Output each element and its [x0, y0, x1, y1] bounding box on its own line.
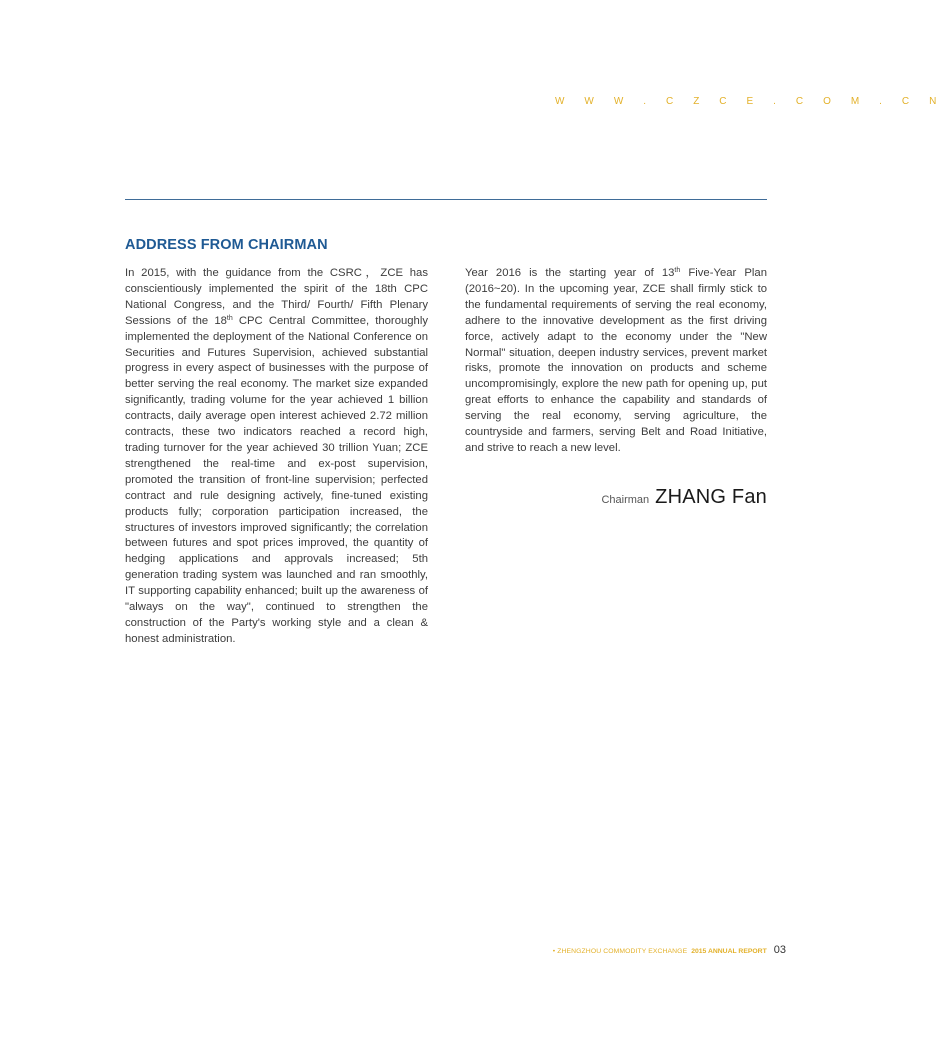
page-footer — [553, 944, 786, 956]
left-column — [125, 266, 428, 648]
signature-title: Chairman — [601, 494, 650, 506]
signature-name: ZHANG Fan — [655, 486, 767, 508]
right-superscript: th — [674, 267, 681, 274]
right-text-part-2: Five-Year Plan (2016~20). In the upcoming year, ZCE shall firmly stick to the fundamental requirements of serving the real economy, adhere to the innovative development as the first driving force, actively adapt to the economy under the "New Normal" situation, deepen industry services, prevent market risks, promote the innovation on products and scheme uncompromisingly, explore the new path for opening up, put great efforts to enhance the capability and standards of serving the real economy, serving agriculture, the countryside and farmers, serving Belt and Road Initiative, and strive to reach a new level. — [465, 267, 767, 454]
page-title: ADDRESS FROM CHAIRMAN — [125, 237, 328, 253]
signature-block — [601, 486, 767, 509]
header-divider — [125, 199, 767, 200]
right-paragraph — [465, 266, 767, 457]
footer-report-title: 2015 ANNUAL REPORT — [691, 948, 767, 955]
right-column — [465, 266, 767, 457]
left-text-part-2: CPC Central Committee, thoroughly implemented the deployment of the National Conference on Securities and Futures Supervision, achieved substantial progress in every aspect of businesses with the purpose of better serving the real economy. The market size expanded significantly, trading volume for the year achieved 1 billion contracts, daily average open interest achieved 2.72 million contracts, these two indicators reached a record high, trading turnover for the year achieved 30 trillion Yuan; ZCE strengthened the real-time and ex-post supervision, promoted the transition of front-line supervision; perfected contract and rule designing actively, fine-tuned existing products fully; corporation participation increased, the structures of investors improved significantly; the correlation between futures and spot prices improved, the quantity of hedging applications and approvals increased; 5th generation trading system was launched and ran smoothly, IT supporting capability enhanced; built up the awareness of "always on the way", continued to strengthen the construction of the Party's working style and a clean & honest administration. — [125, 314, 428, 645]
right-text-part-1: Year 2016 is the starting year of 13 — [465, 267, 675, 279]
website-url: W W W . C Z C E . C O M . C N — [555, 96, 945, 107]
left-superscript: th — [226, 314, 233, 322]
page-number: 03 — [773, 944, 786, 956]
left-text-part-1: In 2015, with the guidance from the CSRC，ZCE has conscientiously implemented the spirit of the 18th CPC National Congress, and the Third/ Fourth/ Fifth Plenary Sessions of the 18 — [125, 267, 428, 327]
left-paragraph — [125, 266, 428, 648]
footer-organization: • ZHENGZHOU COMMODITY EXCHANGE — [552, 948, 688, 955]
